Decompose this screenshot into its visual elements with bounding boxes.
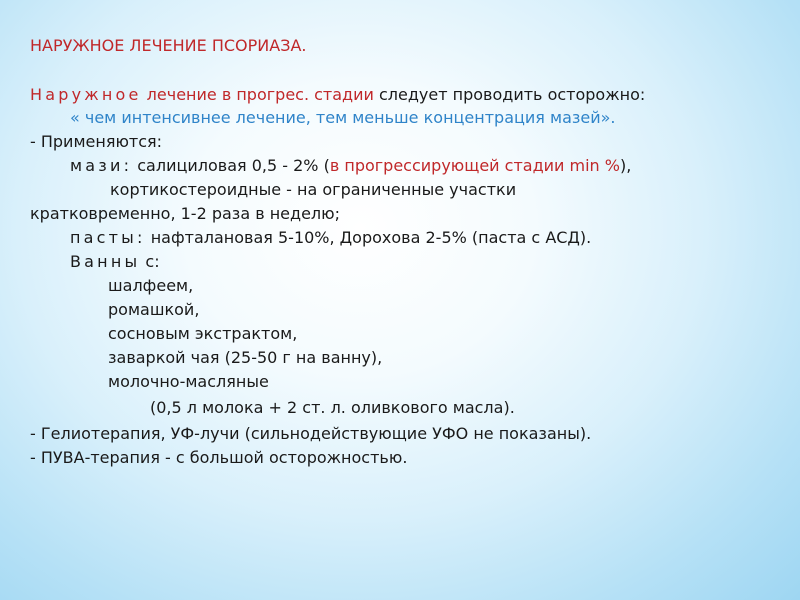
ointments-label: мази: [70,156,133,175]
slide-title: НАРУЖНОЕ ЛЕЧЕНИЕ ПСОРИАЗА. [30,36,307,55]
puva-line: - ПУВА-терапия - с большой осторожностью. [30,448,408,467]
bath-item: шалфеем, [108,276,194,295]
bath-item: сосновым экстрактом, [108,324,298,343]
ointments-text: салициловая 0,5 - 2% ( [132,156,330,175]
baths-line [70,250,160,274]
bath-item: молочно-масляные [108,372,269,391]
corticosteroid-continuation: кратковременно, 1-2 раза в неделю; [30,204,341,223]
heliotherapy-line: - Гелиотерапия, УФ-лучи (сильнодействующие УФО не показаны). [30,424,592,443]
ointments-close: ), [619,156,632,175]
corticosteroid-line: кортикостероидные - на ограниченные участки [110,180,517,199]
applied-header: - Применяются: [30,132,163,151]
bath-item: заваркой чая (25-50 г на ванну), [108,348,383,367]
bath-item: ромашкой, [108,300,200,319]
pastes-line [70,226,591,250]
intro-spaced-word: Наружное [30,85,142,104]
intro-quote: « чем интенсивнее лечение, тем меньше концентрация мазей». [70,108,616,127]
baths-label: Ванны [70,252,141,271]
intro-red-phrase: лечение в прогрес. стадии [146,85,374,104]
ointments-line [70,154,631,178]
baths-suffix: с: [140,252,160,271]
pastes-text: нафталановая 5-10%, Дорохова 2-5% (паста с АСД). [145,228,592,247]
intro-rest: следует проводить осторожно: [373,85,646,104]
pastes-label: пасты: [70,228,146,247]
ointments-red-note: в прогрессирующей стадии min % [329,156,620,175]
intro-line [30,83,645,107]
bath-note: (0,5 л молока + 2 ст. л. оливкового масла). [150,398,515,417]
